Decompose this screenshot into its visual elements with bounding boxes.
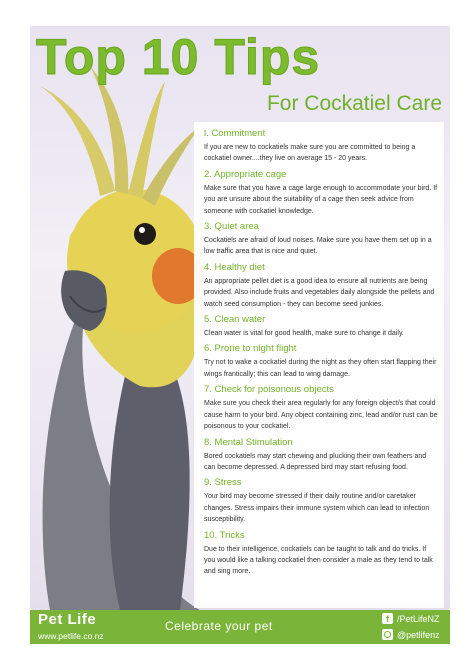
facebook-icon: f	[382, 613, 393, 624]
facebook-link[interactable]	[382, 613, 440, 624]
tip-heading: 7. Check for poisonous objects	[204, 384, 334, 396]
website-link[interactable]: www.petlife.co.nz	[38, 631, 104, 641]
tip-heading: 3. Quiet area	[204, 221, 259, 233]
tip-item	[204, 262, 438, 310]
tip-heading: 5. Clean water	[204, 314, 266, 326]
tip-item	[204, 128, 438, 165]
tip-item	[204, 169, 438, 217]
tips-panel	[194, 122, 444, 608]
tip-heading: 10. Tricks	[204, 529, 245, 541]
tip-item	[204, 530, 438, 578]
tip-body: Try not to wake a cockatiel during the night as they often start flapping their wings frantically; this can lead to wing damage.	[204, 359, 437, 378]
footer-bar	[30, 610, 450, 644]
poster-subtitle: For Cockatiel Care	[266, 92, 442, 115]
tip-item	[204, 343, 438, 380]
tip-body: Clean water is vital for good health, make sure to change it daily.	[204, 330, 404, 338]
tip-body: If you are new to cockatiels make sure you are committed to being a cockatiel owner....they live on average 15 - 20 years.	[204, 144, 416, 163]
tip-item	[204, 477, 438, 525]
tip-body: Bored cockatiels may start chewing and plucking their own feathers and can become depressed. A depressed bird may start refusing food.	[204, 452, 427, 471]
poster-title: Top 10 Tips	[36, 29, 321, 85]
tip-body: Due to their intelligence, cockatiels can be taught to talk and do tricks. If you would like a talking cockatiel then consider a male as they tend to talk and sing more.	[204, 545, 433, 576]
tip-item	[204, 437, 438, 474]
instagram-handle: @petlifenz	[397, 629, 440, 640]
tip-heading: 2. Appropriate cage	[204, 168, 287, 180]
tip-heading: 9. Stress	[204, 477, 242, 489]
tagline: Celebrate your pet	[165, 619, 273, 633]
brand-name: Pet Life	[38, 611, 97, 628]
tip-heading: 8. Mental Stimulation	[204, 436, 293, 448]
tip-item	[204, 221, 438, 258]
tip-heading: 4. Healthy diet	[204, 261, 265, 273]
tip-heading: 6. Prone to night flight	[204, 343, 297, 355]
tip-item	[204, 314, 438, 339]
tip-body: An appropriate pellet diet is a good idea to ensure all nutrients are being provided. Also include fruits and vegetables daily alongside the pellets and watch seed consumption - they can become seed junkies.	[204, 277, 435, 308]
tip-body: Cockatiels are afraid of loud noises. Make sure you have them set up in a low traffic area that is nice and quiet.	[204, 237, 432, 256]
instagram-icon	[382, 629, 393, 640]
facebook-handle: /PetLifeNZ	[397, 613, 440, 624]
tip-body: Make sure that you have a cage large enough to accommodate your bird. If you are unsure about the suitability of a cage then seek advice from someone with cockatiel knowledge.	[204, 184, 438, 215]
tip-item	[204, 384, 438, 432]
instagram-link[interactable]	[382, 629, 440, 640]
tip-body: Your bird may become stressed if their daily routine and/or caretaker changes. Stress impairs their immune system which can lead to infection susceptibility.	[204, 493, 430, 524]
tip-heading: l. Commitment	[204, 128, 266, 139]
tip-body: Make sure you check their area regularly for any foreign object/s that could cause harm to your bird. Any object containing zinc, lead and/or rust can be poisonous to your cockatiel.	[204, 400, 438, 431]
